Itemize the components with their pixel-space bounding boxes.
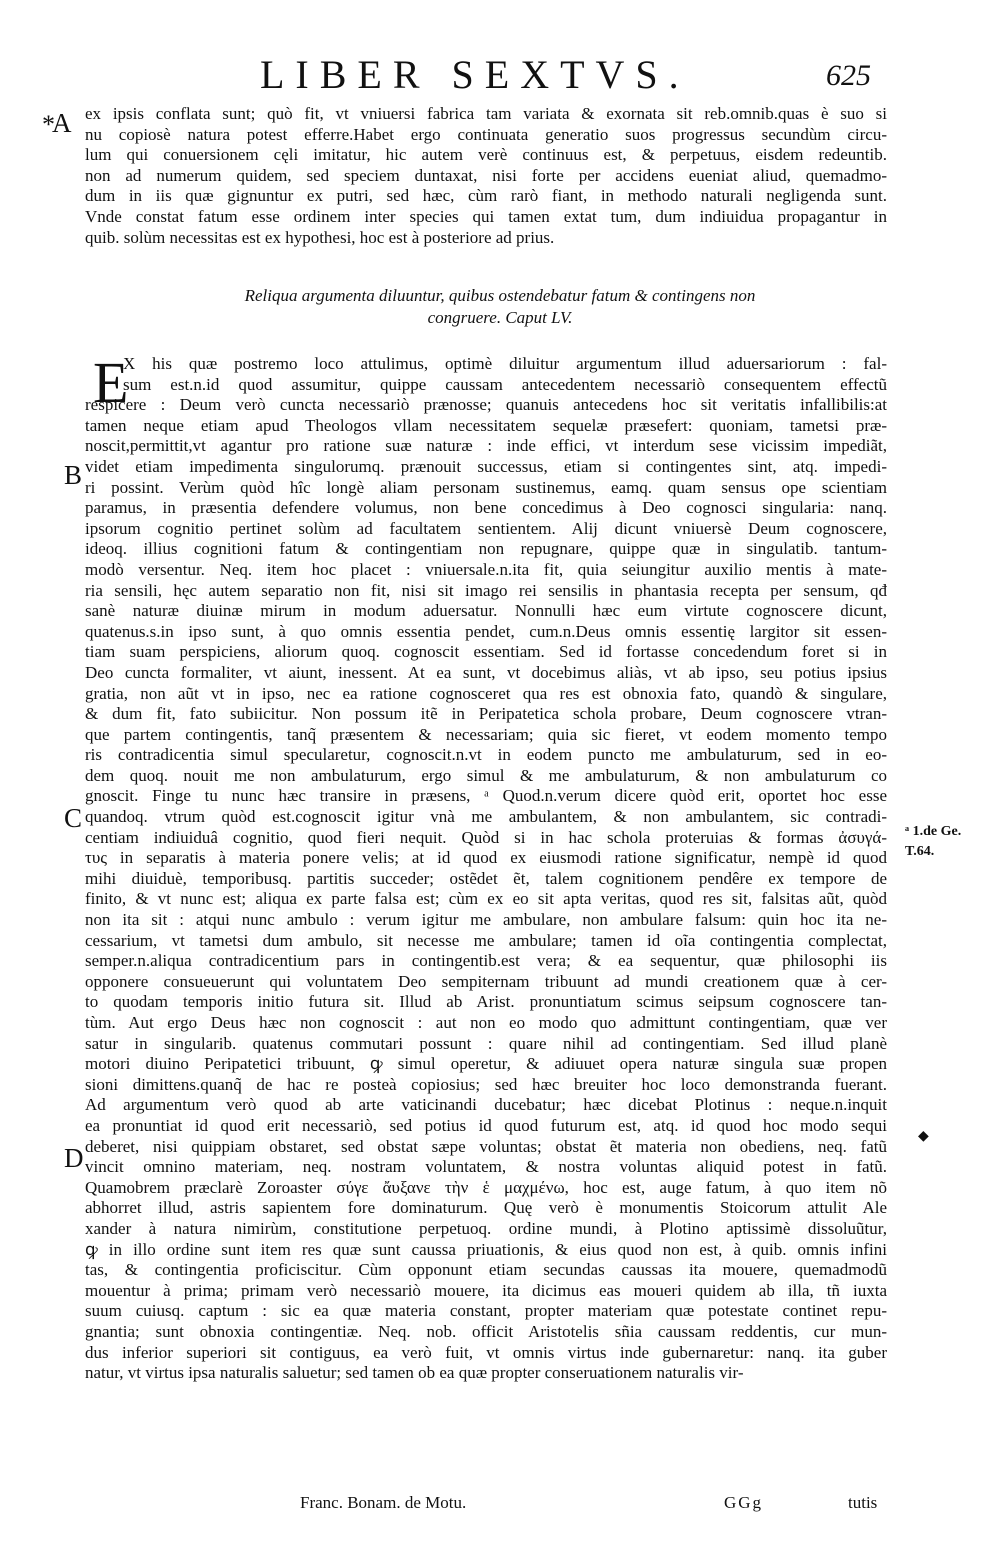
page-footer (0, 1492, 1000, 1514)
paragraph-continuation (85, 104, 887, 248)
text-line: ria sensili, hęc autem separatio non fit, nisi sit imago rei sensilis in phantasia recepta per sensum, qđ (85, 580, 887, 600)
text-line: Vnde constat fatum esse ordinem inter species qui tamen extat tum, dum indiuidua propagantur in (85, 206, 887, 226)
text-line: finito, & vt nunc est; aliqua ex parte falsa est; cùm ex eo sit apta veritas, quod res sit, falsitas aũt, quòd (85, 889, 887, 909)
running-title: LIBER SEXTVS. (260, 52, 690, 97)
page-number: 625 (826, 59, 871, 92)
text-line: ipsorum cognitio pertinet solùm ad facultatem sentientem. Alij dicunt vniuersè Deum cognoscere, (85, 518, 887, 538)
text-line: to quodam temporis initio futura sit. Illud ab Arist. pronuntiatum scimus seipsum cognoscere tan- (85, 992, 887, 1012)
text-line: Deo cuncta formaliter, vt aiunt, inessent. At ea sunt, vt docebimus aliàs, vt ab ipso, seu potius ipsius (85, 662, 887, 682)
text-line: Ad argumentum verò quod ab arte vaticinandi ducebatur; hæc dicebat Plotinus : neque.n.inquit (85, 1095, 887, 1115)
text-line: tas, & contingentia proficiscitur. Cùm opponunt etiam secundas caussas ita mouere, quemadmodũ (85, 1260, 887, 1280)
text-line: ea pronuntiat id quod erit necessariò, sed potius id quod futurum est, atq. id quod hoc modo sequi (85, 1115, 887, 1135)
text-line: mihi diuiduè, temporibusq. partitis succeder; ostẽdet ẽt, talem cognitionem pendêre ex tempore de (85, 868, 887, 888)
text-line: lum qui conuersionem cęli imitatur, hic autem verè continuus est, & perpetuus, eisdem redeuntib. (85, 145, 887, 165)
text-line: tiam suam perspiciens, aliorum quoq. cognoscit essentiam. Sed id fortasse concedendum foret si in (85, 642, 887, 662)
section-letter-d: D (64, 1143, 84, 1173)
text-line: natur, vt virtus ipsa naturalis saluetur; sed tamen ob ea quæ propter conseruationem naturalis vir- (85, 1363, 744, 1383)
section-letter-b: B (64, 460, 83, 490)
text-line: & dum fit, fato subiicitur. Non possum itẽ in Peripatetica schola probare, Deum cognoscere vtran- (85, 704, 887, 724)
footer-title: Franc. Bonam. de Motu. (300, 1493, 467, 1512)
text-line: gnantia; sunt obnoxia contingentiæ. Neq. nob. officit Aristotelis sñia caussam reddentis, cur mun- (85, 1321, 887, 1341)
text-line: noscit,permittit,vt agantur pro ratione suæ naturæ : inde effici, vt interdum sese vicissim impediãt, (85, 436, 887, 456)
section-letter-a: A (52, 108, 72, 138)
section-letter-c: C (64, 803, 83, 833)
chapter-body (85, 350, 887, 1384)
text-line: mouentur à prima; primam verò necessariò mouere, ita dicimus eas moueri quidem ab illa, tñ iuxta (85, 1280, 887, 1300)
text-line: ris contradicentia simul specularetur, cognoscit.n.vt in eodem puncto me ambulaturum, sed in eo- (85, 745, 887, 765)
text-line: xander à natura nimirùm, constitutione perpetuoq. ordine mundi, à Plotino aptissimè dissoluũtur, (85, 1218, 887, 1238)
text-line: sioni dimittens.quanq̃ de hac re posteà copiosius; sed hæc breuiter hoc loco demonstranda fuerant. (85, 1074, 887, 1094)
text-line: modò versentur. Neq. item hoc placet : vniuersale.n.ita fit, quia seiungitur auxilio mentis à mate- (85, 559, 887, 579)
margin-note (905, 822, 961, 862)
chapter-heading-line-2: congruere. Caput LV. (427, 308, 573, 327)
text-line: tùm. Aut ergo Deus hæc non cognoscit : aut non eo modo quo admittunt contingentiam, quæ ver (85, 1013, 887, 1032)
text-line: semper.n.aliqua contradicentium pars in contingentib.est vera; & ea sequentur, quæ philosophi iis (85, 951, 887, 971)
text-line: videt etiam impedimenta singulorumq. prænouit successus, etiam si contingentes sint, atq. impedi- (85, 456, 887, 476)
text-line: X his quæ postremo loco attulimus, optimè diluitur argumentum illud aduersariorum : fal- (123, 354, 887, 373)
text-line: ri possint. Verùm quòd hîc longè aliam personam sustinemus, eamq. quam sensus ope scientiam (85, 477, 887, 497)
text-line: nu copiosè natura potest efferre.Habet ergo continuata generatio suos progressus secundùm circu- (85, 124, 887, 144)
text-line: que partem contingentis, tanq̃ præsentem & necessariam; quia sic fieret, vt eodem momento tempo (85, 724, 887, 744)
margin-note-line-1: ᵃ 1.de Ge. (905, 824, 962, 839)
text-line: ꝙ in illo ordine sunt item res quæ sunt caussa priuationis, & eius quod non est, à quib. omnis infini (85, 1239, 887, 1259)
text-line: non ita sit : atqui nunc ambulo : verum igitur me ambulare, non ambulare falsum: quin hoc ita ne- (85, 910, 887, 930)
text-line: respicere : Deum verò cuncta necessariò prænosse; quanuis antecedens hoc sit veritatis infallibilis:at (85, 395, 887, 415)
text-line: gratia, non aũt vt in ipso, nec ea ratione cognosceret qua res est obnoxia fato, quandò & singulare, (85, 683, 887, 703)
text-line: non ad numerum quidem, sed speciem duntaxat, nisi forte per accidens eueniat aliud, quemadmo- (85, 165, 887, 185)
chapter-heading-line-1: Reliqua argumenta diluuntur, quibus ostendebatur fatum & contingens non (244, 286, 756, 305)
margin-asterisk-mark: * (42, 110, 55, 139)
text-line: quatenus.s.in ipso sunt, à quo omnis essentia pendet, cum.n.Deus omnis essentię largitor sit essen- (85, 621, 887, 641)
text-line: abhorret illud, astris sapientem fore dominaturum. Quę verò è monumentis Stoicorum attulit Ale (85, 1198, 887, 1218)
drop-cap: E (93, 350, 129, 415)
text-line: gnoscit. Finge tu nunc hæc transire in præsens, ᵃ Quod.n.verum dicere quòd erit, oportet hoc esse (85, 786, 887, 806)
text-line: satur in singularib. quatenus commutari possunt : quare nihil ad contingentiam. Sed illud planè (85, 1033, 887, 1053)
margin-diamond-mark: ◆ (918, 1129, 929, 1144)
chapter-heading (0, 285, 1000, 329)
text-line: sanè naturæ diuinæ mirum in modum aduersatur. Nonnulli hæc eum virtute cognoscere dicunt, (85, 601, 887, 621)
text-line: vincit omnino materiam, neq. nostram voluntatem, & nostra voluntas aliquid potest in fatũ. (85, 1157, 887, 1177)
running-head (0, 50, 1000, 100)
text-line: dum in iis quæ gignuntur ex putri, sed hæc, cùm rarò fiant, in methodo naturali negligenda sunt. (85, 186, 887, 206)
text-line: paramus, in præsentia defendere volumus, non bene concedimus à Deo cognosci singularia: nanq. (85, 498, 887, 518)
text-line: cessarium, vt tametsi dum ambulo, sit necesse me ambulare; tamen id oĩa contingentia complectat, (85, 930, 887, 950)
text-line: ex ipsis conflata sunt; quò fit, vt vniuersi fabrica tam variata & exornata sit reb.omnib.quas è suo si (85, 104, 887, 123)
signature-mark: GGg (724, 1493, 764, 1512)
text-line: quib. solùm necessitas est ex hypothesi, hoc est à posteriore ad prius. (85, 227, 555, 247)
text-line: ideoq. illius cognitioni fatum & contingentiam non repugnare, quippe quæ in singulatib. tantum- (85, 539, 887, 559)
text-line: Quamobrem præclarè Zoroaster σύγε ἄυξανε τὴν ἑ μαχμένω, hoc est, auge fatum, à quo item nõ (85, 1177, 887, 1197)
text-line: suum cuiusq. captum : sic ea quæ materia constant, propter materiam quæ potestate continet repu- (85, 1301, 887, 1321)
text-line: deberet, nisi quippiam obstaret, sed obstat sæpe voluntas; obstat ẽt materia non obediens, neq. fatũ (85, 1136, 887, 1156)
text-line: tamen neque etiam apud Theologos vllam necessitatem sequelæ præsefert: quoniam, tametsi præ- (85, 415, 887, 435)
text-line: dem quoq. nouit me non ambulaturum, ergo simul & me ambulaturum, & non ambulaturum co (85, 765, 887, 785)
text-line: motori diuino Peripatetici tribuunt, ꝙ simul operetur, & adiuuet opera naturæ singula suæ propen (85, 1054, 887, 1074)
text-line: opponere consueuerunt qui voluntatem Deo sempiternam tribuunt ad mundi creationem quæ à cer- (85, 971, 887, 991)
catchword: tutis (848, 1493, 878, 1512)
text-line: quandoq. vtrum quòd est.cognoscit igitur vnà me ambulantem, & non ambulantem, sic contradi- (85, 807, 887, 827)
margin-note-line-2: T.64. (905, 844, 935, 859)
text-line: dus inferior superiori sit contiguus, ea verò fuit, vt omnis virtus inde gubernaretur: nanq. ita guber (85, 1342, 887, 1362)
text-line: τυς in separatis à materia ponere velis; at id quod ex eiusmodi ratione significatur, nempè id quod (85, 848, 887, 868)
text-line: centiam indiuiduâ cognitio, quod fieri nequit. Quòd si in hac schola proteruias & formas ἀσυγά- (85, 827, 887, 847)
text-line: sum est.n.id quod assumitur, quippe caussam antecedentem necessariò consequentem effectũ (123, 374, 887, 394)
